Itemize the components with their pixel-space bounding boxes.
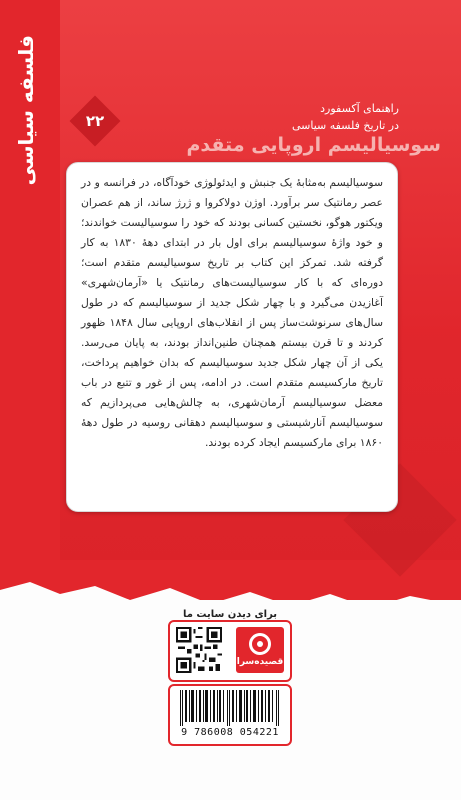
series-title [179, 100, 399, 134]
logo-ring [249, 633, 271, 655]
barcode-panel [168, 684, 292, 746]
spine-label [0, 0, 52, 220]
description-text: سوسیالیسم به‌مثابهٔ یک جنبش و ایدئولوژی خودآگاه، در فرانسه و در عصر رمانتیک سر برآورد. اوژن دولاکروا و ژرژ ساند، از هم عصران ویکتور هوگو، نخستین کسانی بودند که خود را سوسیالیست خواندند؛ و خود واژهٔ سوسیالیسم برای اول بار در ابتدای دههٔ ۱۸۳۰ به کار گرفته شد. تمرکز این کتاب بر تاریخ سوسیالیسم متقدم است؛ دوره‌ای که با کار سوسیالیست‌های رمانتیک یا «آرمان‌شهری» آغازیدن می‌گیرد و با چهار شکل جدید از سوسیالیسم که در طول سال‌های سرنوشت‌ساز پس از انقلاب‌های اروپایی سال ۱۸۴۸ ظهور کردند و تا قرن بیستم همچنان طنین‌انداز بودند، به پایان می‌رسد. یکی از آن چهار شکل جدید سوسیالیسم که بدان خواهیم پرداخت، تاریخ مارکسیسم متقدم است. در ادامه، پس از غور و تتبع در باب معضل سوسیالیسم آرمان‌شهری، به چالش‌هایی می‌پردازیم که سوسیالیسم آنارشیستی و سوسیالیسم دهقانی روسیه در طول دههٔ ۱۸۶۰ برای مارکسیسم ایجاد کرده بودند. [81, 176, 384, 449]
description-box [66, 162, 398, 512]
series-number-badge [70, 96, 120, 146]
book-title: سوسیالیسم اروپایی متقدم [186, 134, 441, 156]
barcode-icon [178, 690, 282, 726]
qr-panel [168, 620, 292, 682]
qr-code-icon[interactable] [176, 627, 222, 673]
series-line-2: در تاریخ فلسفه سیاسی [291, 119, 399, 132]
spine-label-text: فلسفه سیاسی [14, 34, 38, 186]
isbn-number: 9 786008 054221 [181, 727, 279, 738]
series-number: ۲۲ [85, 112, 105, 130]
publisher-name: قصیده‌سرا [236, 657, 284, 667]
scan-prefix: برای دیدن سایت ما [182, 609, 278, 620]
publisher-logo-icon [236, 627, 284, 673]
series-line-1: راهنمای آکسفورد [320, 102, 399, 115]
